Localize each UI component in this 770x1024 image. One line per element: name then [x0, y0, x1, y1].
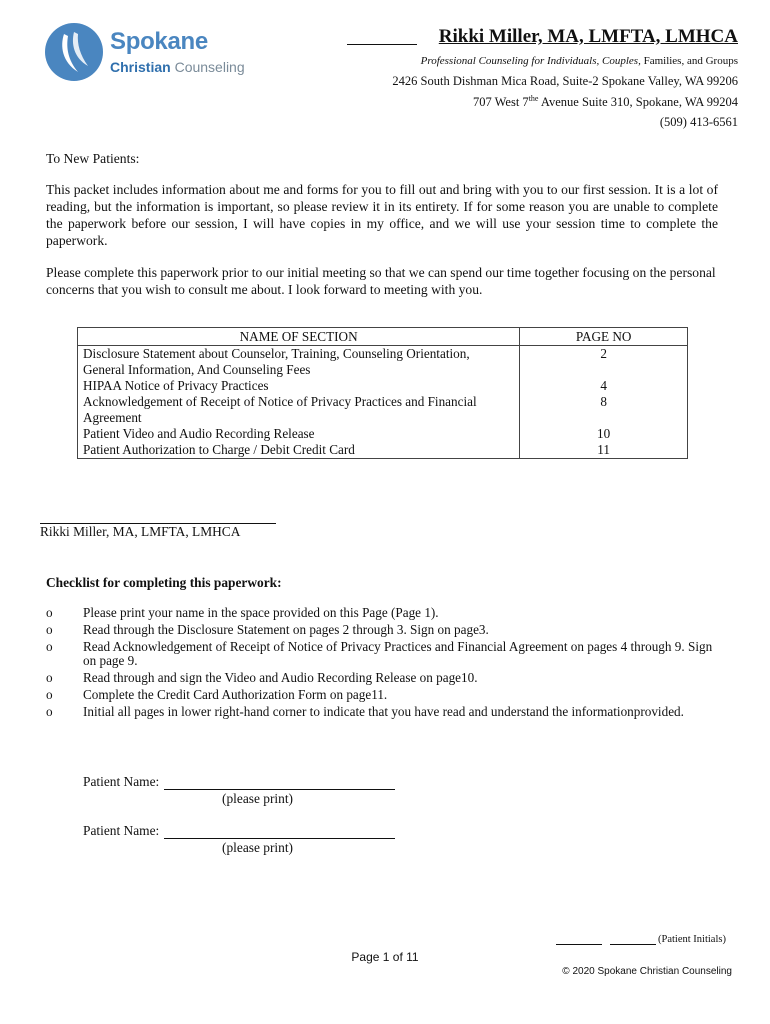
section-page: 8	[520, 394, 688, 426]
list-item	[46, 640, 726, 668]
checklist-text: Read Acknowledgement of Receipt of Notice of Privacy Practices and Financial Agreement on pages 4 through 9. Sign on page 9.	[83, 639, 713, 668]
copyright: © 2020 Spokane Christian Counseling	[562, 966, 732, 977]
logo-subtitle: Christian Counseling	[110, 59, 245, 75]
section-page: 11	[520, 442, 688, 459]
column-header-section: NAME OF SECTION	[78, 328, 520, 346]
please-print-hint: (please print)	[222, 791, 294, 806]
patient-name-label: Patient Name:	[83, 774, 160, 789]
counselor-signature-name: Rikki Miller, MA, LMFTA, LMHCA	[40, 524, 241, 539]
intro-paragraph: This packet includes information about me and forms for you to fill out and bring with you to our first session. It is a lot of reading, but the information is important, so please review it in its entirety. If for some reason you are unable to complete the paperwork before our session, I will have copies in my office, and we will use your session time to complete the paperwork.	[46, 182, 718, 248]
bullet: o	[46, 622, 53, 637]
checklist-text: Read through and sign the Video and Audio Recording Release on page10.	[83, 670, 478, 685]
header-rule	[347, 44, 417, 45]
bullet: o	[46, 704, 53, 719]
checklist-text: Read through the Disclosure Statement on pages 2 through 3. Sign on page3.	[83, 622, 489, 637]
address-line-2: 707 West $7^{the}$ Avenue Suite 310, Spokane, WA 99204	[472, 94, 738, 110]
bullet: o	[46, 687, 53, 702]
salutation: To New Patients:	[46, 151, 140, 166]
phone-number: (509) 413-6561	[659, 115, 738, 129]
checklist-text: Initial all pages in lower right-hand corner to indicate that you have read and understand the informationprovided.	[83, 704, 684, 719]
section-name: Acknowledgement of Receipt of Notice of Privacy Practices and Financial Agreement	[78, 394, 520, 426]
list-item	[46, 623, 726, 637]
initials-field[interactable]	[556, 944, 602, 945]
patient-initials-label: (Patient Initials)	[658, 934, 726, 945]
bullet: o	[46, 670, 53, 685]
section-page: 10	[520, 426, 688, 442]
list-item	[46, 705, 726, 719]
list-item	[46, 606, 726, 620]
bullet: o	[46, 639, 53, 654]
list-item	[46, 688, 726, 702]
company-logo	[44, 22, 284, 82]
section-name: Disclosure Statement about Counselor, Training, Counseling Orientation, General Information, And Counseling Fees	[78, 346, 520, 379]
section-name: HIPAA Notice of Privacy Practices	[78, 378, 520, 394]
table-header-row	[78, 328, 688, 346]
table-row	[78, 378, 688, 394]
counselor-name: Rikki Miller, MA, LMFTA, LMHCA	[438, 26, 738, 47]
patient-name-field[interactable]	[164, 838, 395, 839]
table-row	[78, 426, 688, 442]
logo-name: Spokane	[110, 28, 208, 55]
checklist-text: Please print your name in the space provided on this Page (Page 1).	[83, 605, 439, 620]
checklist-text: Complete the Credit Card Authorization Form on page11.	[83, 687, 388, 702]
logo-mark-icon	[44, 22, 104, 82]
section-page: 2	[520, 346, 688, 379]
patient-name-field[interactable]	[164, 789, 395, 790]
table-row	[78, 442, 688, 459]
page-number: Page 1 of 11	[351, 950, 419, 964]
table-row	[78, 346, 688, 379]
section-page: 4	[520, 378, 688, 394]
checklist-title: Checklist for completing this paperwork:	[46, 575, 282, 590]
initials-field[interactable]	[610, 944, 656, 945]
patient-name-label: Patient Name:	[83, 823, 160, 838]
bullet: o	[46, 605, 53, 620]
column-header-page: PAGE NO	[520, 328, 688, 346]
sections-table	[77, 327, 688, 459]
checklist	[46, 606, 726, 722]
section-name: Patient Video and Audio Recording Release	[78, 426, 520, 442]
list-item	[46, 671, 726, 685]
section-name: Patient Authorization to Charge / Debit Credit Card	[78, 442, 520, 459]
tagline: Professional Counseling for Individuals, Couples, Families, and Groups	[420, 55, 738, 67]
request-paragraph: Please complete this paperwork prior to our initial meeting so that we can spend our time together focusing on the personal concerns that you wish to consult me about. I look forward to meeting with you.	[46, 265, 716, 297]
address-line-1: 2426 South Dishman Mica Road, Suite-2 Spokane Valley, WA 99206	[392, 74, 738, 88]
please-print-hint: (please print)	[222, 840, 294, 855]
table-row	[78, 394, 688, 426]
